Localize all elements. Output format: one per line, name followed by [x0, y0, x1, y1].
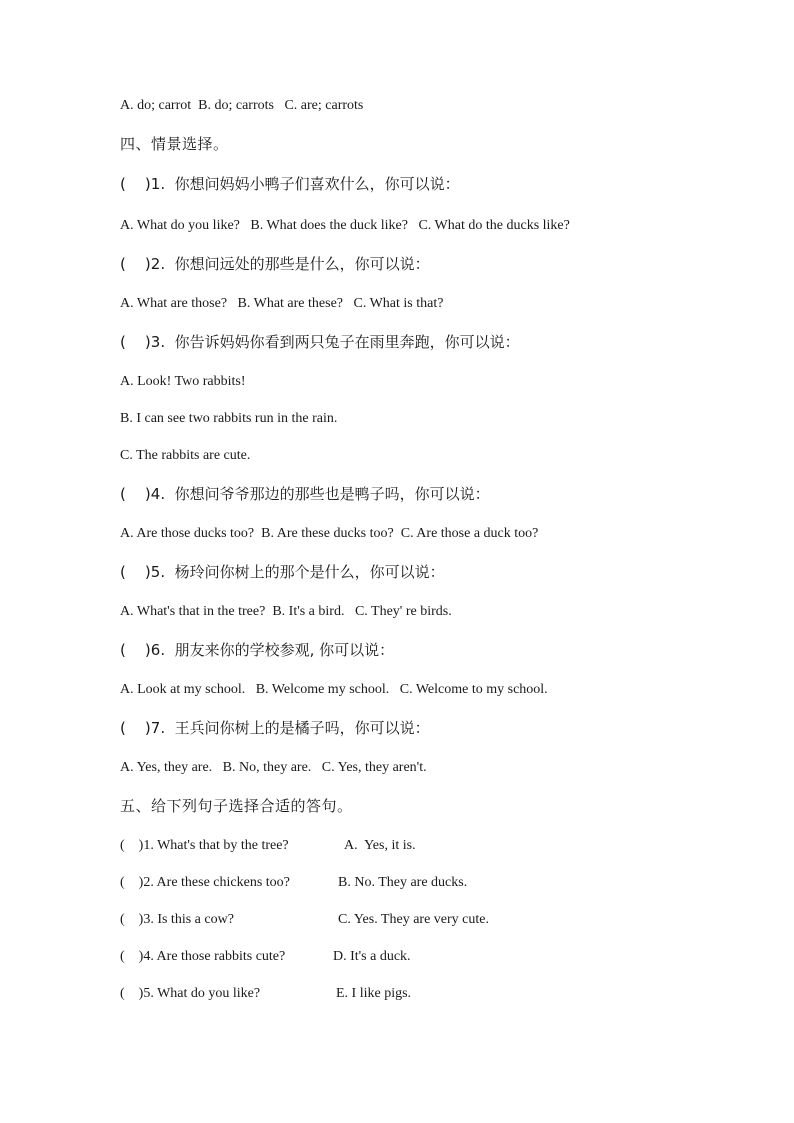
question-4-3-option-b: B. I can see two rabbits run in the rain.: [120, 411, 338, 426]
matching-row: [120, 984, 680, 1064]
section-5-title: 五、给下列句子选择合适的答句。: [120, 797, 353, 815]
question-4-1-prompt: ( )1. 你想问妈妈小鸭子们喜欢什么，你可以说：: [120, 175, 460, 193]
matching-answer-e: E. I like pigs.: [336, 986, 412, 1001]
matching-answer-b: B. No. They are ducks.: [338, 875, 468, 890]
matching-question-3: ( )3. Is this a cow?: [120, 912, 234, 927]
question-4-5-options: A. What's that in the tree? B. It's a bird. C. They' re birds.: [120, 604, 452, 619]
question-4-4-options: A. Are those ducks too? B. Are these ducks too? C. Are those a duck too?: [120, 526, 539, 541]
question-4-5-prompt: ( )5. 杨玲问你树上的那个是什么，你可以说：: [120, 563, 445, 581]
matching-answer-a: A. Yes, it is.: [344, 838, 416, 853]
question-4-6-options: A. Look at my school. B. Welcome my school. C. Welcome to my school.: [120, 682, 548, 697]
section-4-title: 四、情景选择。: [120, 135, 229, 153]
question-4-2-prompt: ( )2. 你想问远处的那些是什么，你可以说：: [120, 255, 430, 273]
matching-question-2: ( )2. Are these chickens too?: [120, 875, 290, 890]
matching-answer-d: D. It's a duck.: [333, 949, 411, 964]
question-4-2-options: A. What are those? B. What are these? C. What is that?: [120, 296, 444, 311]
question-4-4-prompt: ( )4. 你想问爷爷那边的那些也是鸭子吗，你可以说：: [120, 485, 490, 503]
question-4-7-prompt: ( )7. 王兵问你树上的是橘子吗，你可以说：: [120, 719, 430, 737]
question-4-3-option-c: C. The rabbits are cute.: [120, 448, 251, 463]
question-4-3-prompt: ( )3. 你告诉妈妈你看到两只兔子在雨里奔跑，你可以说：: [120, 333, 520, 351]
question-4-3-option-a: A. Look! Two rabbits!: [120, 374, 246, 389]
question-4-6-prompt: ( )6. 朋友来你的学校参观, 你可以说：: [120, 641, 395, 659]
previous-question-options: A. do; carrot B. do; carrots C. are; carrots: [120, 98, 364, 113]
matching-question-4: ( )4. Are those rabbits cute?: [120, 949, 286, 964]
question-4-7-options: A. Yes, they are. B. No, they are. C. Yes, they aren't.: [120, 760, 427, 775]
matching-question-5: ( )5. What do you like?: [120, 986, 261, 1001]
matching-question-1: ( )1. What's that by the tree?: [120, 838, 289, 853]
question-4-1-options: A. What do you like? B. What does the duck like? C. What do the ducks like?: [120, 218, 570, 233]
matching-answer-c: C. Yes. They are very cute.: [338, 912, 489, 927]
